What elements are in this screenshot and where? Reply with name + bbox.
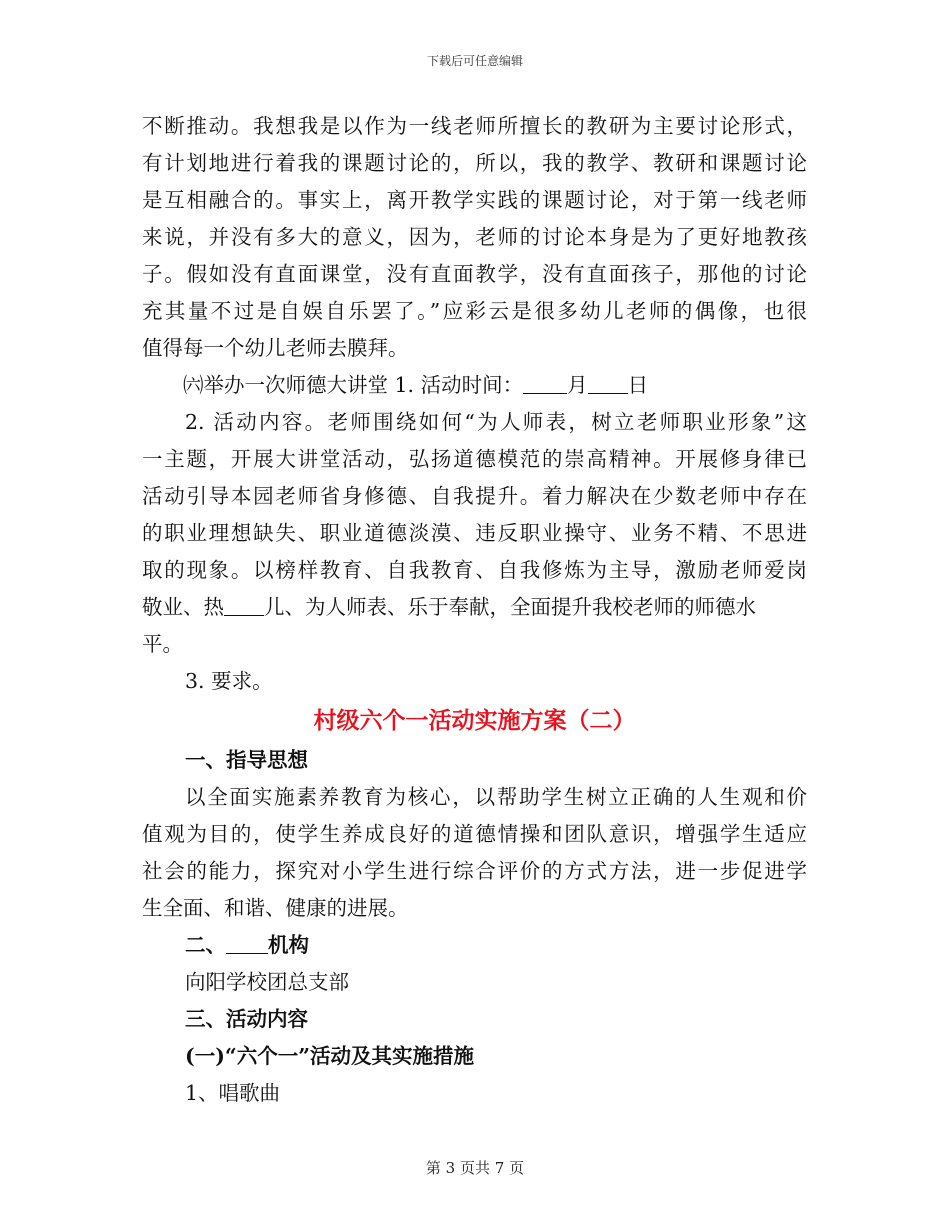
text-line: 是互相融合的。事实上，离开教学实践的课题讨论，对于第一线老师 [142,188,807,212]
blank-underline [224,593,264,616]
day-label: 日 [627,373,649,397]
text-line: 充其量不过是自娱自乐罢了。”应彩云是很多幼儿老师的偶像，也很 [142,299,807,323]
text-line: 2. 活动内容。老师围绕如何“为人师表，树立老师职业形象”这 [185,410,807,434]
item-three: 3. 要求。 [185,669,273,693]
section-heading: 一、指导思想 [185,748,308,772]
text-line-with-blank [142,589,807,626]
blank-underline [523,371,567,394]
section-heading [142,927,807,964]
text-line: 的职业理想缺失、职业道德淡漠、违反职业操守、业务不精、不思进 [142,521,807,545]
text-fragment: 机构 [268,933,309,957]
text-line: 来说，并没有多大的意义，因为，老师的讨论本身是为了更好地教孩 [142,225,807,249]
text-line: 有计划地进行着我的课题讨论的，所以，我的教学、教研和课题讨论 [142,151,807,175]
text-fragment: 二、 [185,933,226,957]
organization-text: 向阳学校团总支部 [185,970,349,994]
text-fragment: 儿、为人师表、乐于奉献，全面提升我校老师的师德水 [264,595,756,619]
paragraph-activity-content [142,404,807,663]
text-line: 子。假如没有直面课堂，没有直面教学，没有直面孩子，那他的讨论 [142,262,807,286]
subsection-heading: (一)“六个一”活动及其实施措施 [185,1044,474,1068]
page-footer: 第 3 页共 7 页 [425,1159,525,1177]
blank-underline [588,371,628,394]
item-six-line [142,367,807,404]
text-line: 值观为目的，使学生养成良好的道德情操和团队意识，增强学生适应 [142,822,807,846]
text-line: 取的现象。以榜样教育、自我教育、自我修炼为主导，激励老师爱岗 [142,558,807,582]
month-label: 月 [567,373,588,397]
paragraph-continued [142,108,807,367]
document-title: 村级六个一活动实施方案（二） [313,707,636,734]
item-six-prefix: ㈥举办一次师德大讲堂 1. 活动时间： [183,373,524,397]
text-line: 以全面实施素养教育为核心，以帮助学生树立正确的人生观和价 [185,785,807,809]
text-line: 生全面、和谐、健康的进展。 [142,896,409,920]
text-line: 平。 [142,632,183,656]
text-line: 一主题，开展大讲堂活动，弘扬道德模范的崇高精神。开展修身律已 [142,447,807,471]
section-heading: 三、活动内容 [185,1007,308,1031]
page-header: 下载后可任意编辑 [426,54,523,68]
paragraph-guiding-ideology [142,779,807,927]
text-fragment: 敬业、热 [142,595,224,619]
list-item: 1、唱歌曲 [185,1081,281,1105]
text-line: 社会的能力，探究对小学生进行综合评价的方式方法，进一步促进学 [142,859,807,883]
text-line: 值得每一个幼儿老师去膜拜。 [142,336,409,360]
text-line: 不断推动。我想我是以作为一线老师所擅长的教研为主要讨论形式， [142,114,807,138]
document-body [142,108,807,1112]
blank-underline [226,931,268,954]
text-line: 活动引导本园老师省身修德、自我提升。着力解决在少数老师中存在 [142,484,807,508]
